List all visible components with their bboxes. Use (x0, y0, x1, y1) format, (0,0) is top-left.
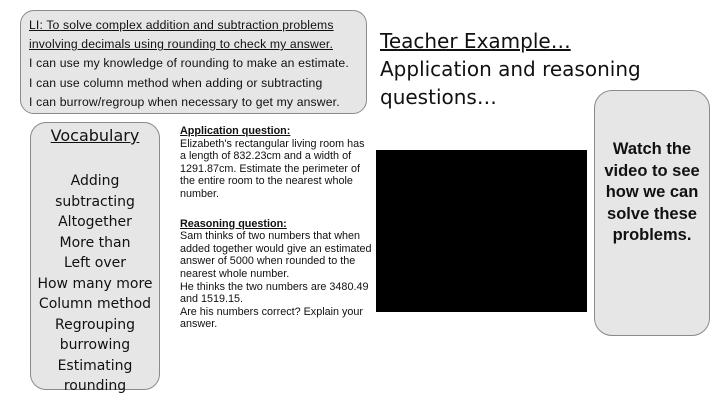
reasoning-question-text: Sam thinks of two numbers that when added together would give an estimated answer of 5000 when rounded to the nearest whole number. (180, 230, 372, 280)
vocabulary-word: More than (59, 234, 131, 251)
success-criteria-line: I can use column method when adding or subtracting (29, 75, 323, 90)
vocabulary-word: Estimating (57, 357, 133, 374)
vocabulary-word: Adding (70, 173, 120, 189)
vocabulary-word: burrowing (59, 337, 131, 353)
vocabulary-word: rounding (63, 378, 127, 394)
learning-intention-line: LI: To solve complex addition and subtraction problems (29, 18, 334, 32)
reasoning-question-numbers: He thinks the two numbers are 3480.49 and 1519.15. (180, 280, 369, 306)
teacher-example-title: Teacher Example… (380, 29, 571, 53)
vocabulary-word: How many more (37, 275, 153, 292)
success-criteria-line: I can use my knowledge of rounding to make an estimate. (29, 56, 349, 71)
reasoning-question-title: Reasoning question: (180, 217, 287, 230)
vocabulary-box (30, 122, 160, 394)
video-player[interactable] (376, 150, 587, 312)
vocabulary-word: Altogether (58, 214, 132, 230)
learning-intention-box (20, 10, 367, 114)
questions-panel (180, 125, 372, 331)
vocabulary-heading: Vocabulary (50, 126, 140, 145)
application-question-text: Elizabeth's rectangular living room has a length of 832.23cm and a width of 1291.87cm. Estimate the perimeter of the entire room to the nearest whole number. (180, 137, 365, 200)
vocabulary-list (31, 171, 159, 397)
vocabulary-word: Regrouping (54, 316, 136, 333)
learning-intention-line: involving decimals using rounding to check my answer. (29, 37, 333, 52)
success-criteria-line: I can burrow/regroup when necessary to get my answer. (29, 94, 340, 109)
watch-video-text: Watch the video to see how we can solve these problems. (604, 140, 700, 244)
vocabulary-word: Column method (38, 296, 152, 312)
vocabulary-word: subtracting (55, 193, 135, 210)
vocabulary-word: Left over (63, 255, 126, 271)
teacher-example-subtitle-2: questions… (380, 85, 497, 109)
watch-video-callout (594, 90, 710, 336)
application-question-title: Application question: (180, 125, 291, 137)
teacher-example-subtitle: Application and reasoning (380, 57, 641, 81)
reasoning-question-prompt: Are his numbers correct? Explain your answer. (180, 305, 364, 331)
